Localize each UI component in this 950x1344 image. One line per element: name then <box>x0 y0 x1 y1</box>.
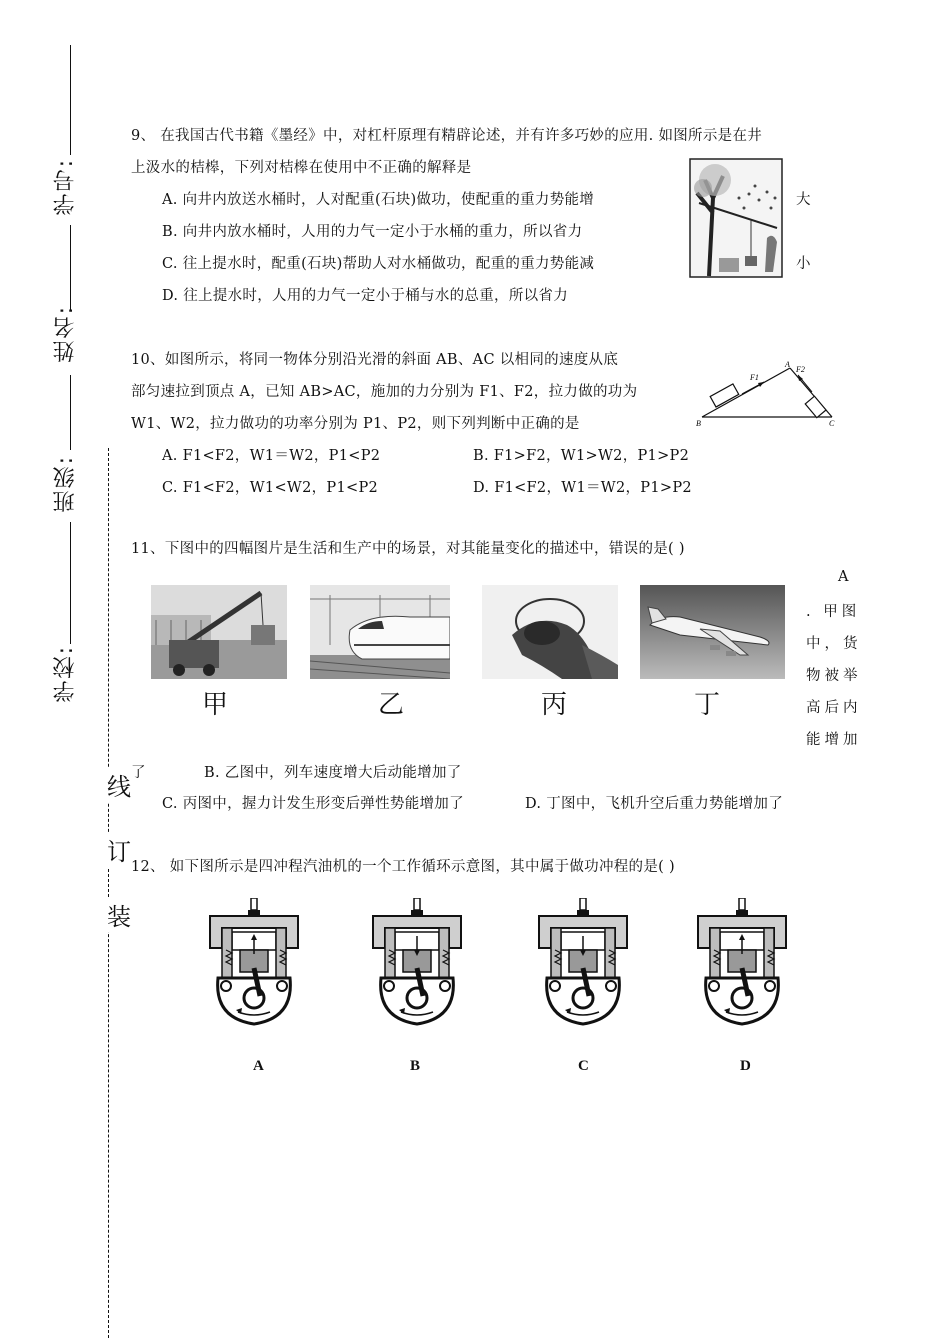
q12-engine-a <box>208 898 302 1028</box>
q10-fig-label-f2: F2 <box>796 365 805 374</box>
margin-line-name <box>70 375 71 450</box>
q12-label-b: B <box>410 1058 421 1074</box>
q9-option-b: B. 向井内放水桶时，人用的力气一定小于水桶的重力，所以省力 <box>162 224 583 240</box>
q12-engine-b <box>371 898 465 1028</box>
q10-incline-figure <box>692 360 842 435</box>
binding-char-zhuang: 装 <box>107 897 131 932</box>
q10-stem-line2: 部匀速拉到顶点 A，已知 AB>AC，施加的力分别为 F1、F2，拉力做的功为 <box>131 384 638 400</box>
q10-fig-label-a: A <box>785 360 790 369</box>
name-label: 姓名: <box>53 305 78 363</box>
q9-well-sweep-figure <box>689 158 783 278</box>
q11-photo-airplane <box>640 585 785 679</box>
q10-fig-label-c: C <box>829 419 835 428</box>
q11-option-a-end: 了 <box>131 765 146 781</box>
q9-option-a: A. 向井内放送水桶时，人对配重(石块)做功，使配重的重力势能增 <box>162 192 595 208</box>
q11-option-a-col-3: 物被举 <box>806 668 862 684</box>
q12-engine-d <box>696 898 790 1028</box>
q11-label-yi: 乙 <box>378 690 405 720</box>
q10-option-c: C. F1<F2，W1<W2，P1<P2 <box>162 480 379 496</box>
school-label: 学校: <box>53 645 78 703</box>
q9-stem-line1: 9、 在我国古代书籍《墨经》中，对杠杆原理有精辟论述，并有许多巧妙的应用. 如图所示是在井 <box>131 128 763 144</box>
q11-photo-train <box>310 585 450 679</box>
class-label: 班级: <box>53 455 78 513</box>
q12-engine-c <box>537 898 631 1028</box>
margin-line-id <box>70 225 71 310</box>
q11-stem: 11、下图中的四幅图片是生活和生产中的场景，对其能量变化的描述中，错误的是( ) <box>131 541 685 557</box>
q11-option-c: C. 丙图中，握力计发生形变后弹性势能增加了 <box>162 796 464 812</box>
q11-option-a-col-2: 中，货 <box>806 636 862 652</box>
q10-option-b: B. F1>F2，W1>W2，P1>P2 <box>473 448 690 464</box>
q11-option-b: B. 乙图中，列车速度增大后动能增加了 <box>204 765 462 781</box>
margin-line-class <box>70 522 71 644</box>
binding-char-xian: 线 <box>107 767 131 802</box>
binding-dashed-line <box>108 448 109 1338</box>
q11-option-a-col-4: 高后内 <box>806 700 862 716</box>
q9-option-a-tail: 大 <box>796 192 811 208</box>
q11-option-a-col-5: 能增加 <box>806 732 862 748</box>
q12-label-c: C <box>578 1058 589 1074</box>
q10-fig-label-f1: F1 <box>750 373 759 382</box>
q12-label-a: A <box>253 1058 264 1074</box>
q10-option-a: A. F1<F2，W1＝W2，P1<P2 <box>162 448 381 464</box>
q11-label-jia: 甲 <box>202 690 229 720</box>
id-label: 学号: <box>53 158 78 216</box>
q10-fig-label-b: B <box>696 419 701 428</box>
q9-option-d: D. 往上提水时，人用的力气一定小于桶与水的总重，所以省力 <box>162 288 569 304</box>
q9-option-c: C. 往上提水时，配重(石块)帮助人对水桶做功，配重的重力势能减 <box>162 256 595 272</box>
binding-char-ding: 订 <box>107 832 131 867</box>
q10-option-d: D. F1<F2，W1＝W2，P1>P2 <box>473 480 692 496</box>
q11-photo-crane <box>151 585 287 679</box>
q11-option-a-col-0: A <box>838 569 849 585</box>
q11-label-bing: 丙 <box>541 690 568 720</box>
q11-option-a-col-1: . 甲图 <box>806 604 861 620</box>
q10-stem-line3: W1、W2，拉力做功的功率分别为 P1、P2，则下列判断中正确的是 <box>131 416 580 432</box>
q11-photo-grip <box>482 585 618 679</box>
margin-line-top <box>70 45 71 155</box>
q10-stem-line1: 10、如图所示，将同一物体分别沿光滑的斜面 AB、AC 以相同的速度从底 <box>131 352 619 368</box>
q9-option-c-tail: 小 <box>796 256 811 272</box>
q9-stem-line2: 上汲水的桔槔，下列对桔槔在使用中不正确的解释是 <box>131 160 472 176</box>
q12-label-d: D <box>740 1058 751 1074</box>
q11-option-d: D. 丁图中，飞机升空后重力势能增加了 <box>525 796 784 812</box>
q11-label-ding: 丁 <box>694 690 721 720</box>
q12-stem: 12、 如下图所示是四冲程汽油机的一个工作循环示意图，其中属于做功冲程的是( ) <box>131 859 675 875</box>
